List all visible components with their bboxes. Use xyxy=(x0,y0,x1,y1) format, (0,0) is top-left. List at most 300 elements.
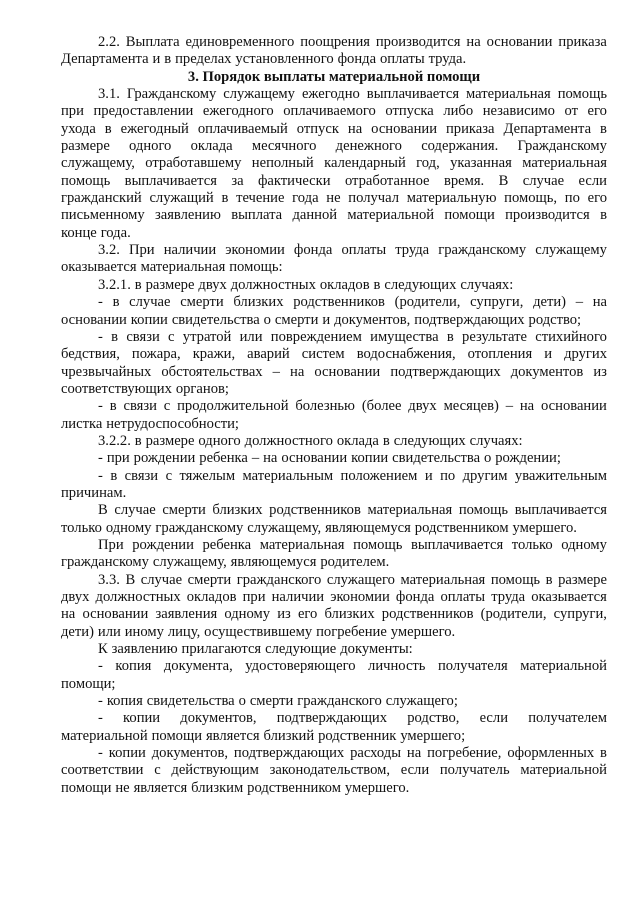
word: содержания. xyxy=(421,138,499,155)
word: органов; xyxy=(175,380,229,397)
word: умершего. xyxy=(390,623,456,640)
word: гражданского xyxy=(297,693,382,710)
word: уважительным xyxy=(514,467,607,484)
word: двух xyxy=(408,398,437,415)
paragraph xyxy=(61,658,607,693)
paragraph xyxy=(61,329,607,398)
paragraph xyxy=(61,277,607,294)
word: родство, xyxy=(407,710,460,727)
word: помощь xyxy=(490,571,541,588)
word: основании xyxy=(371,120,438,137)
word: является xyxy=(133,779,188,796)
word: – xyxy=(272,363,280,380)
word: только xyxy=(511,536,553,553)
word: независимо xyxy=(482,103,555,120)
word: о xyxy=(263,311,271,328)
word: помощь, xyxy=(504,190,558,207)
word: в xyxy=(545,571,553,588)
word: следующих xyxy=(384,276,457,293)
word: материальная xyxy=(400,571,486,588)
word: в xyxy=(446,328,454,345)
word: предоставлении xyxy=(93,103,194,120)
word: свидетельства xyxy=(146,693,235,710)
paragraph xyxy=(61,398,607,433)
word: помощь xyxy=(458,502,509,519)
word: и xyxy=(152,51,161,68)
word: отпуск xyxy=(296,120,339,137)
text-line xyxy=(61,728,607,745)
text-line xyxy=(61,641,607,658)
word: умершего. xyxy=(512,519,577,536)
word: неполный xyxy=(251,155,314,172)
word: При xyxy=(98,536,124,553)
text-line xyxy=(61,259,607,276)
word: выплачивается xyxy=(410,536,504,553)
word: документов, xyxy=(151,745,228,762)
word: тяжелым xyxy=(179,467,236,484)
word: выплачивается xyxy=(366,86,460,103)
word: из xyxy=(277,606,291,623)
word: служащий xyxy=(149,190,214,207)
word: чрезвычайных xyxy=(61,363,152,380)
word: производится xyxy=(505,207,590,224)
word: в xyxy=(164,51,172,68)
word: родственников xyxy=(381,606,474,623)
word: на xyxy=(263,450,278,467)
word: основании xyxy=(61,311,127,328)
word: указанная xyxy=(450,155,512,172)
word: В xyxy=(98,502,108,519)
word: пределах xyxy=(175,51,232,68)
word: родство; xyxy=(528,311,582,328)
word: в xyxy=(112,294,120,311)
word: оклада xyxy=(190,138,233,155)
word: К xyxy=(98,641,108,658)
word: 3.3. xyxy=(98,571,120,588)
word: документов, xyxy=(334,311,411,328)
text-line xyxy=(61,520,607,537)
word: связи xyxy=(126,328,160,345)
word: основании xyxy=(486,34,553,50)
word: в xyxy=(134,276,142,293)
word: повреждением xyxy=(270,328,362,345)
word: в xyxy=(104,120,112,137)
word: окладов xyxy=(319,276,370,293)
word: оформленных xyxy=(507,745,595,762)
word: имущества xyxy=(370,328,439,345)
word: должностных xyxy=(95,589,181,605)
word: при xyxy=(106,450,130,467)
word: гражданский xyxy=(61,190,142,207)
word: поощрения xyxy=(300,34,370,50)
word: рождении; xyxy=(495,450,561,467)
word: ежегодно xyxy=(301,86,360,103)
text-line xyxy=(61,155,607,172)
word: в xyxy=(600,745,607,762)
word: выплачивается xyxy=(124,172,217,189)
word: ребенка xyxy=(202,536,252,553)
word: фонда xyxy=(337,51,377,68)
word: не xyxy=(115,779,130,796)
word: материальной xyxy=(61,727,148,744)
word: с xyxy=(165,467,173,484)
word: материальной xyxy=(520,658,607,675)
word: должностных xyxy=(230,276,316,293)
word: являющемуся xyxy=(325,519,411,536)
word: наличии xyxy=(271,589,325,605)
word: получателя xyxy=(437,658,508,675)
paragraph xyxy=(61,86,607,242)
paragraph xyxy=(61,242,607,277)
heading-line: 3. Порядок выплаты материальной помощи xyxy=(187,68,481,85)
word: одному xyxy=(105,519,152,536)
text-line xyxy=(61,710,607,727)
word: оплаты xyxy=(379,51,425,68)
word: материальная xyxy=(140,259,226,276)
word: продолжительной xyxy=(177,398,289,415)
word: свидетельства xyxy=(171,311,260,328)
paragraph xyxy=(61,710,607,745)
word: близким xyxy=(191,779,244,796)
paragraph xyxy=(61,34,607,69)
text-line xyxy=(61,554,607,571)
word: производится xyxy=(375,34,461,50)
word: являющемуся xyxy=(230,554,317,571)
word: При xyxy=(128,242,155,259)
word: следующих xyxy=(393,432,466,449)
word: одного xyxy=(198,432,241,449)
word: материальная xyxy=(522,155,607,172)
word: помощь xyxy=(557,86,607,103)
word: - xyxy=(98,294,103,311)
word: заявления xyxy=(155,606,218,623)
word: материальным xyxy=(242,467,334,484)
word: соответствующих xyxy=(61,380,172,397)
word: размере xyxy=(61,138,110,155)
word: основании xyxy=(314,363,381,380)
word: фактически xyxy=(257,172,331,189)
text-line xyxy=(61,121,607,138)
word: осуществившему xyxy=(204,623,313,640)
word: помощи xyxy=(151,727,203,744)
paragraph xyxy=(61,572,607,641)
text-line xyxy=(61,762,607,779)
word: в xyxy=(600,120,607,137)
word: смерти xyxy=(249,693,294,710)
text-line xyxy=(61,693,607,710)
word: время. xyxy=(443,172,485,189)
word: по xyxy=(564,190,580,207)
word: оклада xyxy=(336,432,379,449)
word: установленного xyxy=(235,51,334,68)
word: подтверждающих xyxy=(233,745,345,762)
word: на xyxy=(406,745,422,762)
text-line xyxy=(61,138,607,155)
word: смерти xyxy=(180,294,224,311)
word: за xyxy=(231,172,244,189)
word: с xyxy=(163,398,171,415)
word: если xyxy=(578,172,607,189)
word: гражданскому xyxy=(438,242,527,259)
word: конце xyxy=(61,224,97,241)
word: кражи, xyxy=(192,346,236,363)
text-line xyxy=(61,745,607,762)
word: расходы xyxy=(350,745,402,762)
word: 3.1. xyxy=(98,86,120,103)
word: труда xyxy=(491,589,526,605)
word: по xyxy=(440,467,456,484)
word: отпуска xyxy=(385,103,434,120)
paragraph xyxy=(61,433,607,450)
word: о xyxy=(238,693,246,710)
text-line xyxy=(61,346,607,363)
word: месяцев) xyxy=(443,398,499,415)
word: копия xyxy=(115,658,152,675)
word: случаях: xyxy=(460,276,514,293)
paragraph xyxy=(61,641,607,658)
word: документов xyxy=(510,363,584,380)
word: рождении xyxy=(133,450,196,467)
text-line xyxy=(61,502,607,519)
word: бедствия, xyxy=(61,346,120,363)
word: - xyxy=(98,658,103,675)
word: служащему xyxy=(223,86,295,103)
word: положением xyxy=(340,467,418,484)
word: причинам. xyxy=(61,484,127,501)
word: течение xyxy=(236,190,285,207)
word: помощь: xyxy=(229,259,283,276)
word: окладов xyxy=(186,589,237,605)
word: или xyxy=(97,623,121,640)
word: помощи; xyxy=(61,675,116,692)
word: если xyxy=(400,762,430,779)
section-heading xyxy=(61,69,607,86)
word: в xyxy=(111,328,119,345)
word: родственник xyxy=(318,727,397,744)
word: родственников xyxy=(293,294,385,311)
word: оплачиваемый xyxy=(197,120,288,137)
word: и xyxy=(322,311,331,328)
text-line xyxy=(61,381,607,398)
word: календарный xyxy=(324,155,406,172)
text-line xyxy=(61,329,607,346)
word: умершего. xyxy=(344,779,410,796)
word: только xyxy=(61,519,102,536)
word: случае xyxy=(129,294,171,311)
word: смерти xyxy=(187,571,232,588)
word: иному xyxy=(124,623,164,640)
word: отработанное xyxy=(344,172,430,189)
word: его xyxy=(587,190,607,207)
word: Департамента xyxy=(61,51,149,68)
word: В xyxy=(125,571,136,588)
word: основании xyxy=(281,450,348,467)
word: действующим xyxy=(171,762,259,779)
text-line xyxy=(61,624,607,641)
word: выплата xyxy=(231,207,283,224)
word: случае xyxy=(140,571,183,588)
word: Выплата xyxy=(125,34,180,50)
word: удостоверяющего xyxy=(245,658,356,675)
word: год, xyxy=(416,155,440,172)
word: копии xyxy=(108,745,146,762)
word: обстоятельствах xyxy=(161,363,263,380)
word: на xyxy=(592,294,607,311)
word: материальная xyxy=(466,86,551,103)
word: на xyxy=(347,120,363,137)
word: В xyxy=(498,172,509,189)
word: Гражданскому xyxy=(126,86,217,103)
word: 3.2.1. xyxy=(98,276,131,293)
word: если xyxy=(479,710,509,727)
word: подтверждающих xyxy=(276,710,388,727)
word: законодательством, xyxy=(269,762,391,779)
word: при xyxy=(242,589,266,605)
text-line xyxy=(61,658,607,675)
word: года xyxy=(292,190,319,207)
word: нетрудоспособности; xyxy=(106,415,239,432)
text-line xyxy=(61,86,607,103)
text-line xyxy=(61,468,607,485)
word: следующие xyxy=(265,641,337,658)
word: лицу, xyxy=(167,623,201,640)
word: размере xyxy=(145,432,195,449)
word: родственником xyxy=(247,779,341,796)
word: другим xyxy=(462,467,508,484)
word: ежегодного xyxy=(202,103,274,120)
text-line xyxy=(61,676,607,693)
word: документов, xyxy=(180,710,257,727)
word: о xyxy=(483,450,492,467)
word: экономии xyxy=(330,589,390,605)
word: приказа xyxy=(558,34,607,50)
word: служащего xyxy=(326,571,395,588)
word: в xyxy=(373,276,381,293)
paragraph xyxy=(61,745,607,797)
word: других xyxy=(564,346,607,363)
word: служащему, xyxy=(61,155,135,172)
word: в xyxy=(600,207,607,224)
word: и xyxy=(424,467,433,484)
word: размере xyxy=(145,276,195,293)
word: пожара, xyxy=(131,346,181,363)
word: на xyxy=(466,34,481,50)
word: от xyxy=(564,103,578,120)
word: помощь xyxy=(353,536,403,553)
word: копии xyxy=(351,450,389,467)
word: денежного xyxy=(335,138,402,155)
word: письменному xyxy=(61,207,145,224)
word: ухода xyxy=(61,120,96,137)
word: дети) xyxy=(533,294,567,311)
word: оказывается xyxy=(531,589,607,605)
word: - xyxy=(98,328,103,345)
text-line xyxy=(61,537,607,554)
word: одному xyxy=(561,536,607,553)
word: заявлению xyxy=(111,641,178,658)
word: труда xyxy=(395,242,430,259)
word: ребенка xyxy=(199,450,248,467)
word: служащему, xyxy=(152,554,227,571)
word: личность xyxy=(368,658,426,675)
word: (родители, xyxy=(394,294,461,311)
word: одного xyxy=(129,138,172,155)
text-line xyxy=(61,450,607,467)
word: подтверждающих xyxy=(390,363,501,380)
word: копии xyxy=(123,710,161,727)
word: смерти xyxy=(162,502,206,519)
text-line xyxy=(61,780,607,797)
word: данной xyxy=(292,207,338,224)
text-line xyxy=(61,364,607,381)
word: гражданскому xyxy=(155,519,244,536)
word: систем xyxy=(301,346,345,363)
word: приказа xyxy=(445,120,495,137)
word: труда. xyxy=(428,51,467,68)
text-line xyxy=(61,173,607,190)
text-line xyxy=(61,606,607,623)
word: копии xyxy=(130,311,168,328)
word: на xyxy=(519,398,535,415)
word: родственников xyxy=(269,502,361,519)
word: в xyxy=(134,432,142,449)
word: рождении xyxy=(132,536,194,553)
word: двух xyxy=(198,276,227,293)
text-line xyxy=(61,416,607,433)
word: в xyxy=(382,432,390,449)
word: (родители, xyxy=(480,606,547,623)
word: получал xyxy=(348,190,400,207)
word: наличии xyxy=(163,242,217,259)
word: его xyxy=(297,606,318,623)
word: гражданскому xyxy=(61,554,149,571)
word: помощи xyxy=(61,779,112,796)
word: связи xyxy=(123,398,157,415)
word: материальной xyxy=(520,762,607,779)
text-line xyxy=(61,589,607,606)
word: на xyxy=(290,363,305,380)
paragraph xyxy=(61,502,607,537)
text-line xyxy=(61,242,607,259)
word: материальной xyxy=(347,207,435,224)
word: отработавшему xyxy=(145,155,242,172)
word: 3.2.2. xyxy=(98,432,131,449)
word: – xyxy=(251,450,260,467)
text-line xyxy=(61,294,607,311)
text-line xyxy=(61,34,607,51)
word: экономии xyxy=(225,242,285,259)
text-line xyxy=(61,312,607,329)
word: получатель xyxy=(439,762,510,779)
paragraph xyxy=(61,450,607,467)
word: оплаты xyxy=(341,242,387,259)
word: документы: xyxy=(340,641,413,658)
word: выплачивается xyxy=(514,502,607,519)
word: родителем. xyxy=(320,554,390,571)
word: водоснабжения, xyxy=(356,346,456,363)
word: Департамента xyxy=(503,120,592,137)
word: с xyxy=(154,762,161,779)
word: года. xyxy=(100,224,131,241)
paragraph xyxy=(61,468,607,503)
word: - xyxy=(98,693,103,710)
word: заявлению xyxy=(154,207,221,224)
word: близких xyxy=(324,606,375,623)
word: основании xyxy=(82,606,149,623)
word: размере xyxy=(558,571,607,588)
word: оплачиваемого xyxy=(283,103,376,120)
word: ежегодный xyxy=(120,120,189,137)
